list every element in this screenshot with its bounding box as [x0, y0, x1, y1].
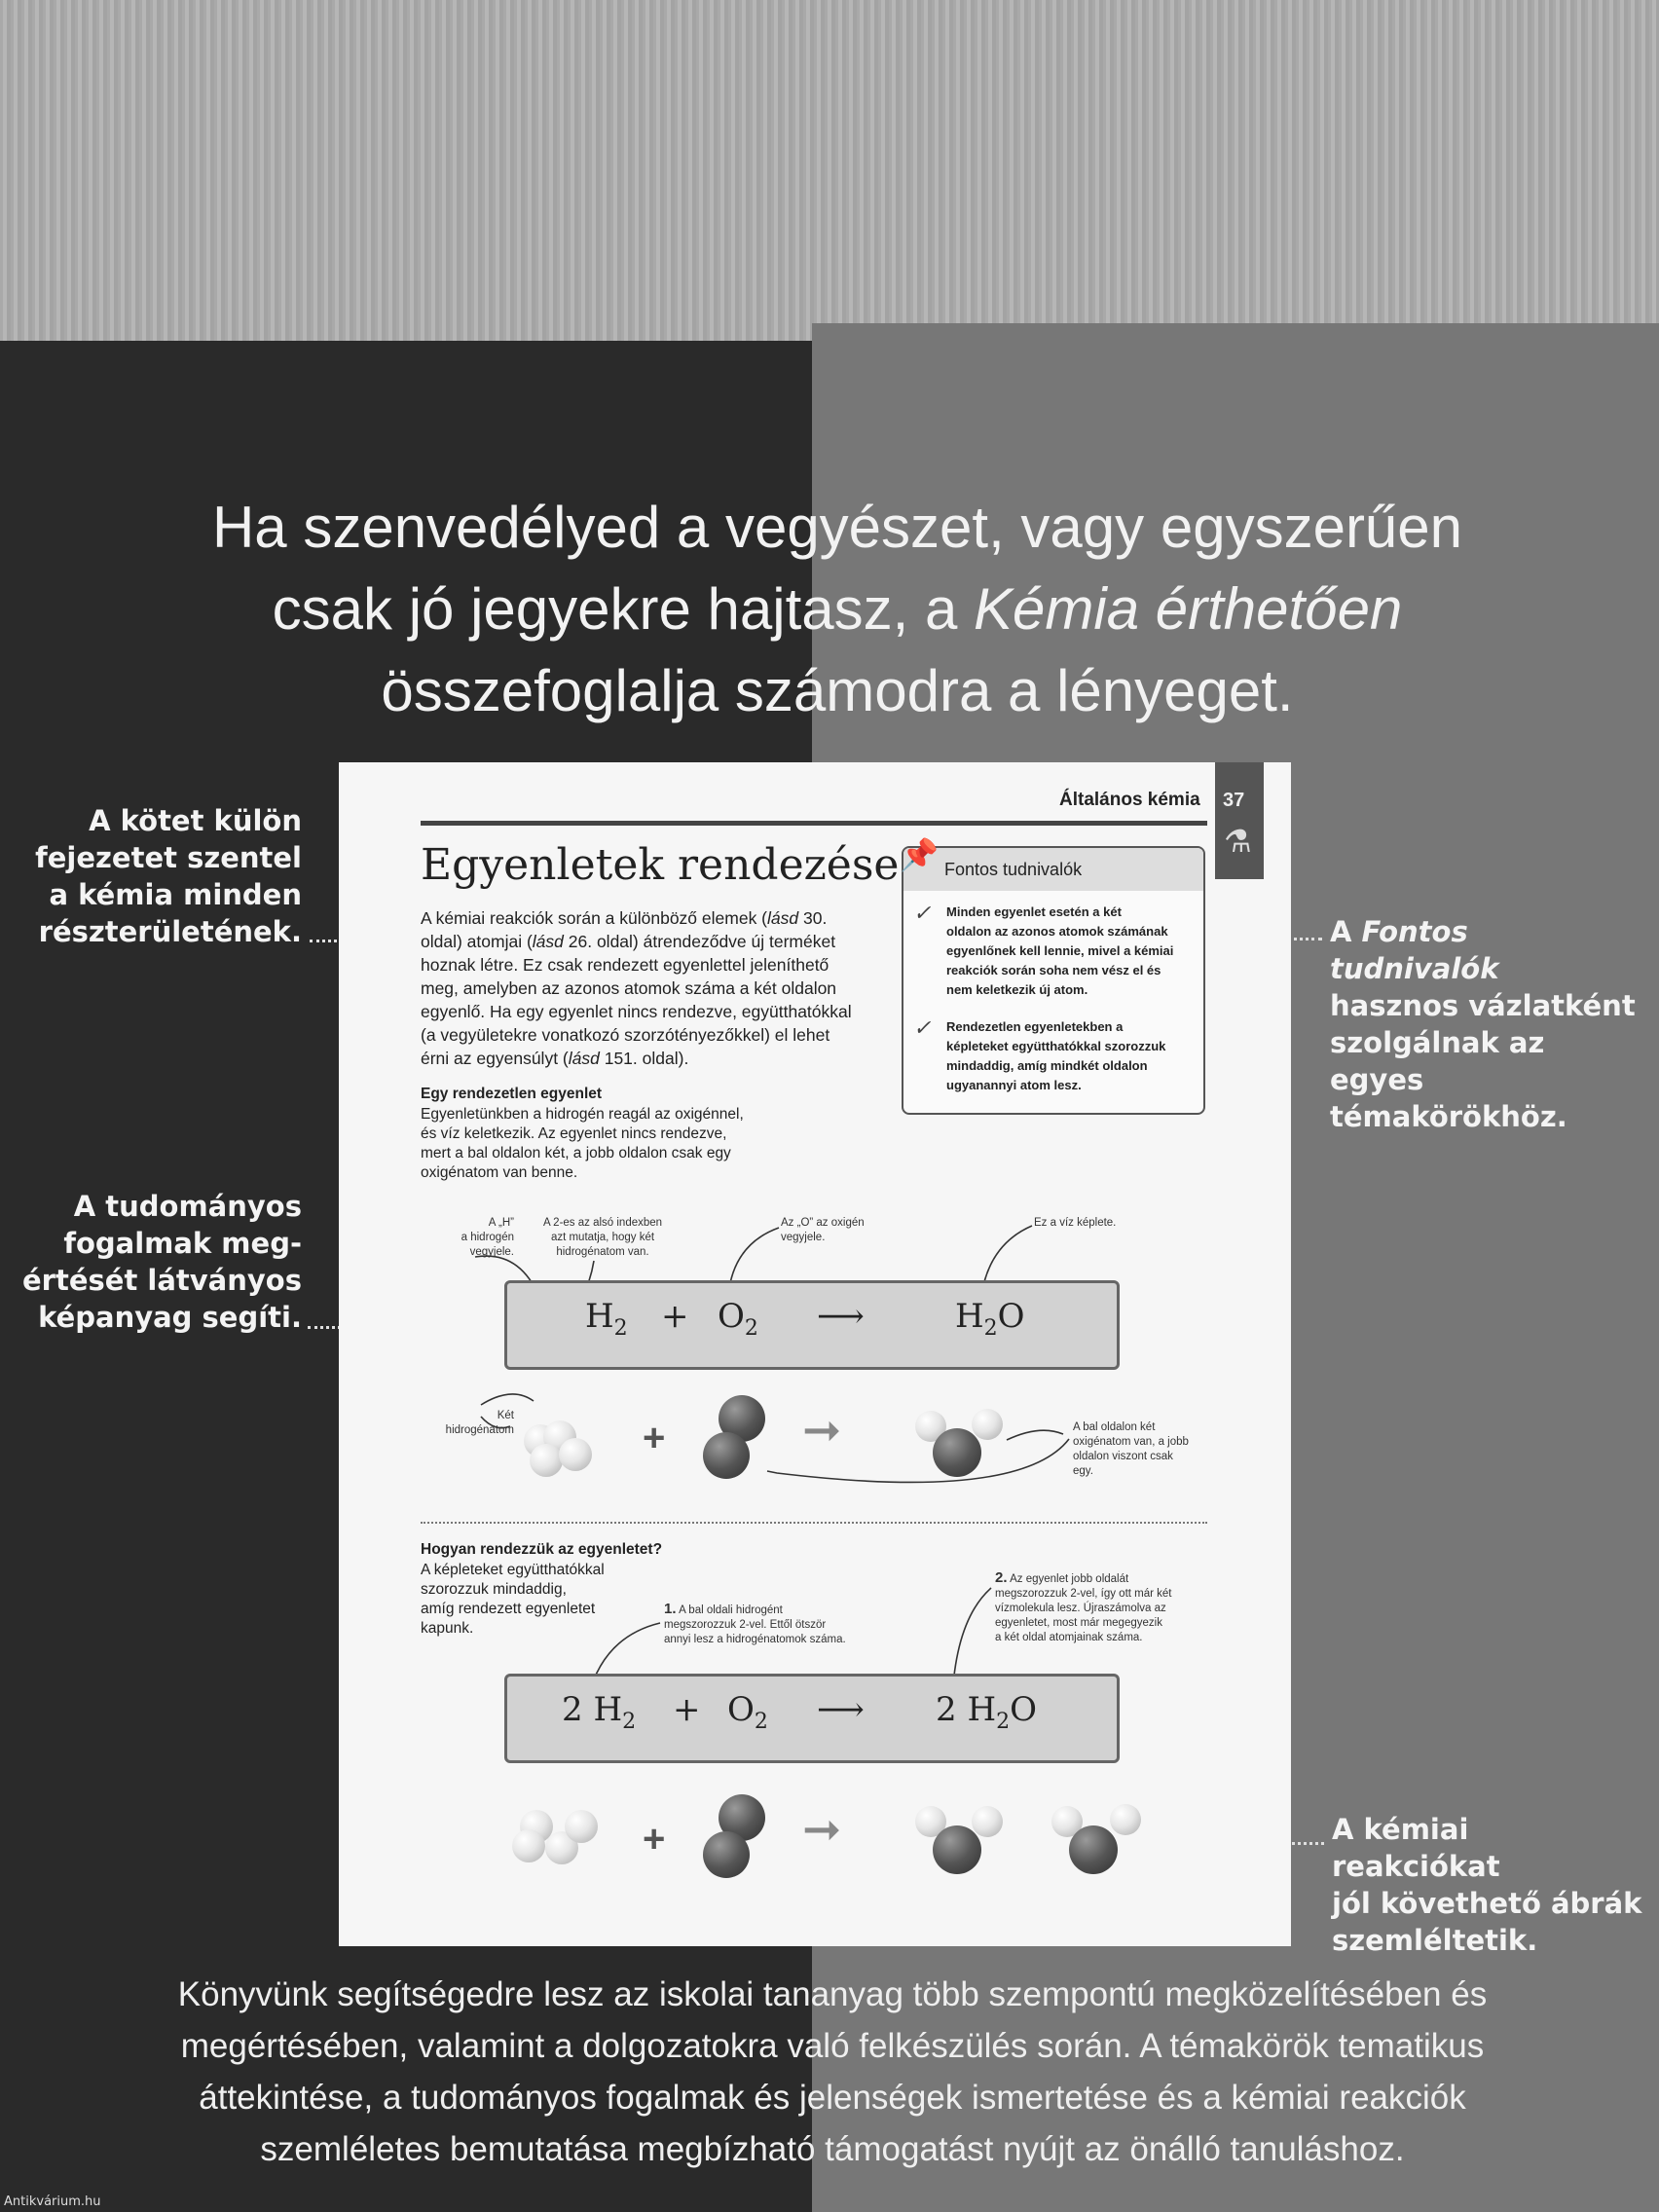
eq-symbol: 2 H [936, 1690, 997, 1729]
intro-text: 151. oldal). [599, 1049, 689, 1068]
callout-line: A kémiai reakciókat [1332, 1813, 1500, 1883]
fontos-line: képleteket együtthatókkal szorozzuk [946, 1039, 1166, 1053]
headline-line [117, 569, 1558, 650]
pointer-arrow [481, 1394, 534, 1405]
step-number: 1. [664, 1601, 677, 1617]
text-line: szorozzuk mindaddig, [421, 1581, 567, 1598]
ann-line: vízmolekula lesz. Újraszámolva az [995, 1603, 1166, 1614]
book-title-italic: Kémia érthetően [974, 576, 1403, 642]
eq-subscript: 2 [754, 1709, 768, 1734]
checkmark-icon: ✓ [913, 1015, 932, 1040]
eq-arrow: ⟶ [817, 1690, 865, 1729]
callout-line: A kötet külön [89, 804, 302, 837]
callout-line: szemléltetik. [1332, 1924, 1538, 1957]
reaction-arrow-icon: ➞ [802, 1405, 842, 1456]
hydrogen-atom [972, 1409, 1003, 1440]
sample-page [339, 762, 1291, 1946]
page-title: Egyenletek rendezése [421, 840, 900, 890]
intro-text: érni az egyensúlyt ( [421, 1049, 569, 1068]
text-line: mert a bal oldalon két, a jobb oldalon csak egy [421, 1145, 731, 1161]
callout-chapters [19, 802, 302, 950]
callout-line: témakörökhöz. [1330, 1100, 1567, 1133]
ann-line: annyi lesz a hidrogénatomok száma. [664, 1634, 846, 1645]
eq-term [936, 1690, 1037, 1734]
balance-heading: Hogyan rendezzük az egyenletet? [421, 1541, 663, 1558]
eq-symbol: O [1010, 1690, 1037, 1729]
callout-line [1330, 913, 1641, 987]
eq-subscript: 2 [983, 1315, 998, 1341]
callout-line: értését látványos [22, 1264, 302, 1297]
eq-subscript: 2 [744, 1315, 758, 1341]
ann-line: vegyjele. [469, 1246, 514, 1258]
eq-symbol: H [585, 1297, 614, 1336]
oxygen-atom [1069, 1825, 1118, 1874]
eq-term [718, 1297, 758, 1341]
ann-line: Két [497, 1410, 514, 1421]
callout-line: jól követhető ábrák [1332, 1887, 1642, 1920]
step-1-annotation [664, 1602, 878, 1647]
checkmark-icon: ✓ [913, 901, 932, 925]
intro-italic: lásd [532, 932, 564, 951]
callout-fontos [1330, 913, 1641, 1135]
ann-line: A 2-es az alsó indexben [542, 1217, 663, 1229]
intro-italic: lásd [767, 908, 799, 928]
oxygen-atom [933, 1428, 981, 1477]
callout-line: szolgálnak az egyes [1330, 1026, 1545, 1096]
oxygen-atom [933, 1825, 981, 1874]
headline-line: összefoglalja számodra a lényeget. [381, 658, 1294, 723]
pointer-arrow [1007, 1430, 1063, 1440]
callout-italic: Fontos tudnivalók [1330, 915, 1499, 985]
oxygen-atom [703, 1831, 750, 1878]
intro-text: 26. oldal) átrendeződve új terméket [563, 932, 836, 951]
hydrogen-atom [565, 1810, 598, 1843]
callout-line: hasznos vázlatként [1330, 989, 1636, 1022]
blurb-line: Könyvünk segítségedre lesz az iskolai tananyag több szempontú megközelítésében és [177, 1975, 1488, 2013]
ann-line: azt mutatja, hogy két [550, 1232, 655, 1243]
section-divider [421, 1522, 1207, 1524]
hydrogen-atom [512, 1829, 545, 1862]
equation-unbalanced [504, 1280, 1120, 1370]
callout-visuals [19, 1188, 302, 1336]
callout-line: képanyag segíti. [38, 1301, 302, 1334]
ann-text: A bal oldali hidrogént [679, 1604, 783, 1616]
headline-line: Ha szenvedélyed a vegyészet, vagy egyszerűen [211, 495, 1463, 560]
plus-sign: + [643, 1818, 666, 1861]
fontos-line: Minden egyenlet esetén a két [946, 904, 1122, 919]
annotation-two-h [417, 1409, 514, 1438]
ann-line: a hidrogén [461, 1232, 514, 1243]
ann-text: Az egyenlet jobb oldalát [1010, 1573, 1129, 1585]
back-cover-blurb [58, 1969, 1606, 2175]
callout-line: a kémia minden [49, 878, 302, 911]
text-line: és víz keletkezik. Az egyenlet nincs rendezve, [421, 1125, 727, 1142]
step-2-annotation [995, 1570, 1229, 1645]
intro-text: A kémiai reakciók során a különböző elemek ( [421, 908, 768, 928]
ann-line: egy. [1073, 1465, 1093, 1477]
eq-plus: + [673, 1690, 701, 1729]
ann-line: megszorozzuk 2-vel, így ott már két [995, 1588, 1172, 1600]
plus-sign: + [643, 1417, 666, 1459]
headline-text: csak jó jegyekre hajtasz, a [272, 576, 975, 642]
pin-icon: 📌 [900, 837, 939, 872]
text-line: A képleteket együtthatókkal [421, 1562, 605, 1578]
annotation-oxygen-count [1073, 1420, 1219, 1479]
fontos-line: ugyanannyi atom lesz. [946, 1078, 1082, 1092]
hydrogen-atom [559, 1438, 592, 1471]
watermark: Antikvárium.hu [4, 2194, 101, 2209]
ann-line: oxigénatom van, a jobb [1073, 1436, 1189, 1448]
ann-line: egyenletet, most már megegyezik [995, 1617, 1162, 1629]
eq-subscript: 2 [613, 1315, 628, 1341]
ann-line: vegyjele. [781, 1232, 826, 1243]
flask-icon: ⚗ [1224, 824, 1252, 859]
callout-line: A tudományos [73, 1190, 302, 1223]
page-number: 37 [1223, 790, 1245, 811]
hydrogen-atom [972, 1806, 1003, 1837]
ann-line: oldalon viszont csak [1073, 1451, 1173, 1462]
ann-line: A bal oldalon két [1073, 1421, 1156, 1433]
annotation-water: Ez a víz képlete. [1034, 1217, 1117, 1229]
eq-symbol: O [727, 1690, 755, 1729]
equation-balanced [504, 1674, 1120, 1763]
eq-symbol: H [955, 1297, 984, 1336]
eq-term [955, 1297, 1025, 1341]
hydrogen-atom [1110, 1804, 1141, 1835]
intro-text: meg, amelyben az azonos atomok száma a két oldalon [421, 978, 837, 998]
intro-text: (a vegyületekre vonatkozó szorzótényezőkkel) el lehet [421, 1025, 830, 1045]
fontos-line: Rendezetlen egyenletekben a [946, 1019, 1124, 1034]
section-title: Általános kémia [1059, 790, 1200, 810]
text-line: amíg rendezett egyenletet [421, 1601, 596, 1617]
oxygen-atom [703, 1432, 750, 1479]
eq-subscript: 2 [996, 1709, 1011, 1734]
eq-plus: + [661, 1297, 689, 1336]
eq-symbol: O [997, 1297, 1025, 1336]
balance-text [421, 1561, 605, 1639]
callout-line: fogalmak meg- [63, 1227, 302, 1260]
ann-line: megszorozzuk 2-vel. Ettől ötször [664, 1619, 827, 1631]
blurb-line: megértésében, valamint a dolgozatokra való felkészülés során. A témakörök tematikus [180, 2027, 1485, 2065]
hydrogen-atom [530, 1444, 563, 1477]
text-line: kapunk. [421, 1620, 474, 1637]
eq-symbol: O [718, 1297, 745, 1336]
intro-text: hoznak létre. Ez csak rendezett egyenlettel jeleníthető [421, 955, 830, 975]
cover-headline [117, 487, 1558, 732]
ann-line: hidrogénatom van. [556, 1246, 649, 1258]
unbalanced-heading: Egy rendezetlen egyenlet [421, 1086, 603, 1102]
reaction-arrow-icon: ➞ [802, 1804, 842, 1856]
ann-line: A „H” [488, 1217, 514, 1229]
intro-text: 30. [798, 908, 828, 928]
intro-text: egyenlő. Ha egy egyenlet nincs rendezve, együtthatókkal [421, 1002, 852, 1021]
fontos-line: oldalon az azonos atomok számának [946, 924, 1168, 939]
intro-italic: lásd [568, 1049, 600, 1068]
intro-text: oldal) atomjai ( [421, 932, 533, 951]
ann-line: a két oldal atomjainak száma. [995, 1632, 1143, 1643]
fontos-line: egyenlőnek kell lennie, mivel a kémiai [946, 943, 1174, 958]
blurb-line: szemléletes bemutatása megbízható támogatást nyújt az önálló tanuláshoz. [260, 2130, 1405, 2168]
eq-term [562, 1690, 636, 1734]
eq-subscript: 2 [622, 1709, 637, 1734]
ann-line: hidrogénatom [445, 1424, 514, 1436]
step-number: 2. [995, 1569, 1008, 1586]
callout-reactions [1332, 1811, 1643, 1959]
eq-arrow: ⟶ [817, 1297, 865, 1336]
eq-term [727, 1690, 768, 1734]
fontos-line: mindaddig, amíg mindkét oldalon [946, 1058, 1148, 1073]
callout-line: részterületének. [38, 915, 302, 948]
fontos-line: reakciók során soha nem vész el és [946, 963, 1161, 977]
eq-term [585, 1297, 628, 1341]
blurb-line: áttekintése, a tudományos fogalmak és jelenségek ismertetése és a kémiai reakciók [199, 2079, 1466, 2117]
ann-line: Az „O” az oxigén [781, 1217, 865, 1229]
eq-symbol: 2 H [562, 1690, 623, 1729]
ann-line [995, 1570, 1229, 1587]
text-line: Egyenletünkben a hidrogén reagál az oxigénnel, [421, 1106, 744, 1123]
ann-line [664, 1602, 878, 1618]
callout-text: A [1330, 915, 1362, 948]
fontos-title: Fontos tudnivalók [944, 860, 1083, 879]
text-line: oxigénatom van benne. [421, 1164, 578, 1181]
callout-line: fejezetet szentel [35, 841, 302, 874]
fontos-line: nem keletkezik új atom. [946, 982, 1088, 997]
table-background [0, 0, 1659, 341]
